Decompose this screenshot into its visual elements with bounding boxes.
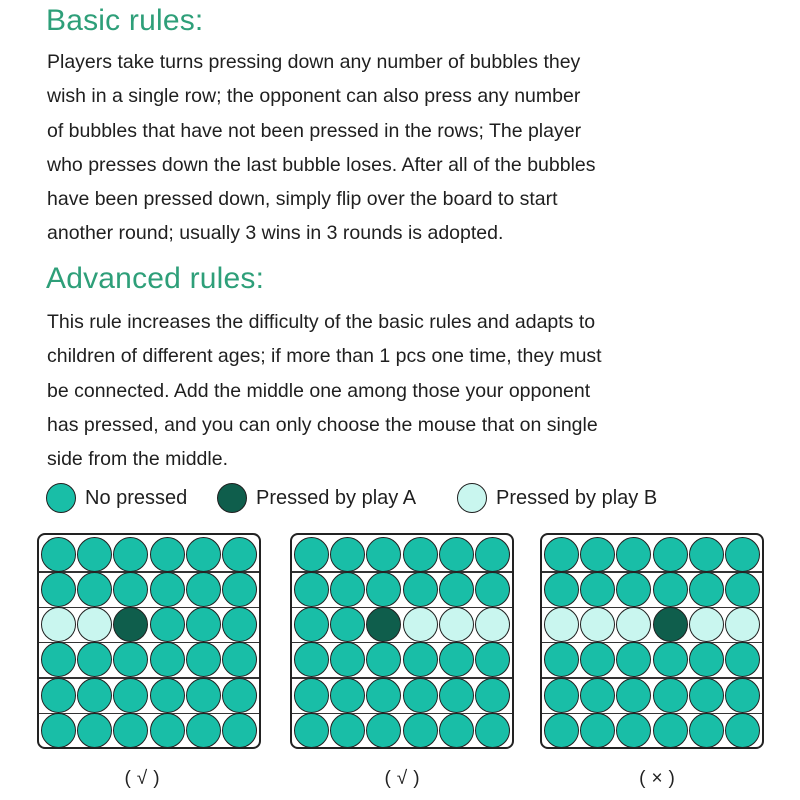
bubble-not-pressed	[580, 678, 615, 713]
bubble-pressed-b	[41, 607, 76, 642]
basic-rules-line: have been pressed down, simply flip over the board to start	[47, 188, 558, 211]
bubble-not-pressed	[330, 607, 365, 642]
bubble-not-pressed	[725, 572, 760, 607]
bubble-not-pressed	[330, 572, 365, 607]
bubble-not-pressed	[294, 607, 329, 642]
bubble-not-pressed	[222, 678, 257, 713]
bubble-not-pressed	[186, 537, 221, 572]
bubble-pressed-b	[439, 607, 474, 642]
bubble-not-pressed	[475, 713, 510, 748]
bubble-not-pressed	[366, 572, 401, 607]
bubble-not-pressed	[150, 572, 185, 607]
bubble-not-pressed	[77, 678, 112, 713]
bubble-not-pressed	[366, 678, 401, 713]
bubble-not-pressed	[77, 537, 112, 572]
bubble-not-pressed	[439, 713, 474, 748]
legend	[0, 480, 800, 520]
basic-rules-text	[47, 45, 767, 251]
bubble-pressed-a-icon	[217, 483, 247, 513]
bubble-not-pressed	[366, 537, 401, 572]
bubble-pressed-a	[366, 607, 401, 642]
board-row	[41, 677, 257, 713]
bubble-not-pressed	[294, 713, 329, 748]
bubble-not-pressed	[186, 678, 221, 713]
basic-rules-line: Players take turns pressing down any number of bubbles they	[47, 51, 581, 73]
bubble-not-pressed	[222, 642, 257, 677]
bubble-pressed-b	[544, 607, 579, 642]
board-row	[294, 713, 510, 749]
board-row	[544, 571, 760, 607]
bubble-pressed-b-icon	[457, 483, 487, 513]
board-row	[294, 536, 510, 572]
advanced-rules-line: side from the middle.	[47, 448, 228, 471]
bubble-not-pressed	[653, 572, 688, 607]
bubble-not-pressed	[222, 607, 257, 642]
bubble-not-pressed	[113, 678, 148, 713]
legend-label: Pressed by play B	[496, 486, 658, 509]
basic-rules-line: wish in a single row; the opponent can also press any number	[47, 85, 581, 108]
bubble-not-pressed	[403, 537, 438, 572]
bubble-not-pressed	[689, 537, 724, 572]
basic-rules-line: who presses down the last bubble loses. After all of the bubbles	[47, 153, 596, 176]
advanced-rules-line: has pressed, and you can only choose the mouse that on single	[47, 413, 598, 436]
bubble-not-pressed	[366, 713, 401, 748]
legend-label: No pressed	[85, 486, 188, 509]
bubble-not-pressed	[330, 642, 365, 677]
board-row	[544, 713, 760, 749]
bubble-not-pressed	[439, 537, 474, 572]
bubble-not-pressed	[580, 537, 615, 572]
bubble-not-pressed	[580, 642, 615, 677]
bubble-not-pressed	[689, 678, 724, 713]
bubble-not-pressed	[544, 713, 579, 748]
bubble-not-pressed	[439, 642, 474, 677]
bubble-not-pressed	[294, 572, 329, 607]
bubble-not-pressed	[403, 642, 438, 677]
bubble-not-pressed	[41, 537, 76, 572]
board-row	[41, 536, 257, 572]
bubble-not-pressed	[725, 537, 760, 572]
bubble-pressed-b	[403, 607, 438, 642]
bubble-not-pressed	[77, 572, 112, 607]
verdict-board-3: (×)	[639, 768, 681, 789]
bubble-not-pressed	[77, 642, 112, 677]
board-row	[41, 642, 257, 678]
bubble-pressed-a	[653, 607, 688, 642]
bubble-not-pressed	[77, 713, 112, 748]
bubble-not-pressed	[616, 678, 651, 713]
bubble-not-pressed	[41, 713, 76, 748]
bubble-not-pressed	[330, 713, 365, 748]
basic-rules-line: another round; usually 3 wins in 3 rounds is adopted.	[47, 222, 504, 245]
bubble-not-pressed	[689, 713, 724, 748]
board-row	[544, 642, 760, 678]
bubble-not-pressed	[653, 642, 688, 677]
legend-item-not-pressed	[46, 480, 187, 516]
bubble-not-pressed	[475, 678, 510, 713]
bubble-pressed-b	[77, 607, 112, 642]
advanced-rules-text	[47, 305, 767, 476]
bubble-not-pressed	[439, 678, 474, 713]
bubble-not-pressed	[222, 572, 257, 607]
verdict-board-1: (√)	[124, 768, 166, 789]
bubble-pressed-b	[475, 607, 510, 642]
bubble-not-pressed	[580, 713, 615, 748]
legend-item-pressed-b	[457, 480, 657, 516]
bubble-not-pressed-icon	[46, 483, 76, 513]
board-row	[41, 713, 257, 749]
board-example-2	[290, 533, 514, 749]
bubble-not-pressed	[366, 642, 401, 677]
bubble-not-pressed	[222, 537, 257, 572]
bubble-pressed-b	[616, 607, 651, 642]
bubble-pressed-b	[580, 607, 615, 642]
bubble-not-pressed	[616, 572, 651, 607]
advanced-rules-heading: Advanced rules:	[46, 262, 265, 295]
bubble-not-pressed	[186, 607, 221, 642]
bubble-not-pressed	[186, 642, 221, 677]
bubble-not-pressed	[150, 607, 185, 642]
bubble-not-pressed	[150, 678, 185, 713]
bubble-not-pressed	[113, 572, 148, 607]
bubble-not-pressed	[113, 642, 148, 677]
legend-label: Pressed by play A	[256, 486, 417, 509]
bubble-not-pressed	[544, 572, 579, 607]
advanced-rules-line: children of different ages; if more than 1 pcs one time, they must	[47, 345, 602, 368]
bubble-not-pressed	[41, 642, 76, 677]
board-example-3	[540, 533, 764, 749]
board-row	[41, 571, 257, 607]
board-row	[41, 607, 257, 643]
bubble-not-pressed	[439, 572, 474, 607]
bubble-not-pressed	[294, 678, 329, 713]
bubble-not-pressed	[150, 537, 185, 572]
bubble-not-pressed	[580, 572, 615, 607]
board-row	[294, 642, 510, 678]
bubble-not-pressed	[113, 713, 148, 748]
bubble-not-pressed	[475, 572, 510, 607]
bubble-not-pressed	[113, 537, 148, 572]
bubble-not-pressed	[653, 537, 688, 572]
basic-rules-heading: Basic rules:	[46, 4, 204, 37]
bubble-not-pressed	[150, 713, 185, 748]
bubble-not-pressed	[616, 537, 651, 572]
board-row	[294, 607, 510, 643]
basic-rules-line: of bubbles that have not been pressed in the rows; The player	[47, 119, 582, 142]
bubble-not-pressed	[41, 572, 76, 607]
bubble-not-pressed	[653, 678, 688, 713]
bubble-not-pressed	[689, 642, 724, 677]
verdict-board-2: (√)	[384, 768, 426, 789]
bubble-not-pressed	[330, 678, 365, 713]
advanced-rules-line: be connected. Add the middle one among those your opponent	[47, 379, 591, 402]
bubble-not-pressed	[294, 537, 329, 572]
bubble-not-pressed	[653, 713, 688, 748]
bubble-not-pressed	[330, 537, 365, 572]
board-row	[294, 677, 510, 713]
bubble-not-pressed	[403, 572, 438, 607]
bubble-not-pressed	[616, 642, 651, 677]
bubble-pressed-a	[113, 607, 148, 642]
bubble-not-pressed	[544, 678, 579, 713]
bubble-not-pressed	[186, 713, 221, 748]
bubble-not-pressed	[294, 642, 329, 677]
bubble-not-pressed	[725, 678, 760, 713]
bubble-not-pressed	[725, 713, 760, 748]
bubble-not-pressed	[725, 642, 760, 677]
bubble-not-pressed	[150, 642, 185, 677]
bubble-not-pressed	[544, 642, 579, 677]
legend-item-pressed-a	[217, 480, 416, 516]
bubble-not-pressed	[222, 713, 257, 748]
board-example-1	[37, 533, 261, 749]
board-row	[544, 677, 760, 713]
board-row	[294, 571, 510, 607]
advanced-rules-line: This rule increases the difficulty of the basic rules and adapts to	[47, 311, 596, 333]
bubble-not-pressed	[689, 572, 724, 607]
bubble-not-pressed	[544, 537, 579, 572]
bubble-not-pressed	[403, 678, 438, 713]
board-row	[544, 536, 760, 572]
bubble-not-pressed	[475, 642, 510, 677]
bubble-not-pressed	[403, 713, 438, 748]
board-row	[544, 607, 760, 643]
bubble-not-pressed	[616, 713, 651, 748]
bubble-not-pressed	[186, 572, 221, 607]
bubble-pressed-b	[689, 607, 724, 642]
bubble-pressed-b	[725, 607, 760, 642]
bubble-not-pressed	[41, 678, 76, 713]
bubble-not-pressed	[475, 537, 510, 572]
